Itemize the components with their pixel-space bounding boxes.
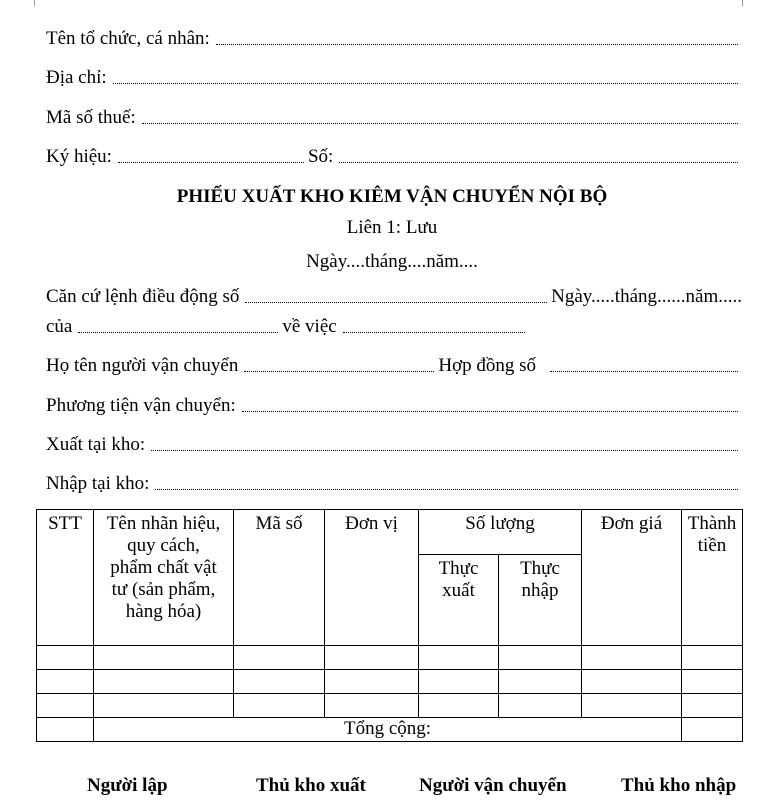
- header-actual-import: [499, 555, 582, 646]
- table-cell[interactable]: [234, 694, 325, 718]
- tax-field-row: [46, 105, 742, 129]
- export-row: [46, 432, 742, 456]
- org-field-row: [46, 26, 742, 50]
- vehicle-label: Phương tiện vận chuyển:: [46, 395, 236, 416]
- header-amount: [682, 510, 743, 646]
- header-actual-export: [419, 555, 499, 646]
- header-actual-export-line: xuất: [442, 580, 475, 601]
- vehicle-row: [46, 393, 742, 417]
- order-number-input-line[interactable]: [245, 302, 547, 303]
- header-item-name-line: Tên nhãn hiệu,: [106, 513, 221, 534]
- total-row: [37, 718, 743, 742]
- tax-label: Mã số thuế:: [46, 107, 136, 128]
- table-cell[interactable]: [499, 694, 582, 718]
- header-unit-price: Đơn giá: [582, 510, 682, 646]
- carrier-label: Họ tên người vận chuyển: [46, 355, 239, 376]
- table-row: [37, 646, 743, 670]
- import-label: Nhập tại kho:: [46, 473, 150, 494]
- table-cell[interactable]: [682, 694, 743, 718]
- table-cell[interactable]: [682, 670, 743, 694]
- of-label: của: [46, 316, 73, 337]
- export-label: Xuất tại kho:: [46, 434, 146, 455]
- total-empty-cell: [37, 718, 94, 742]
- header-amount-line: Thành: [687, 513, 737, 534]
- table-cell[interactable]: [325, 670, 419, 694]
- vehicle-input-line[interactable]: [242, 411, 738, 412]
- table-cell[interactable]: [325, 694, 419, 718]
- signature-carrier: Người vận chuyển: [419, 775, 567, 796]
- header-code: Mã số: [234, 510, 325, 646]
- of-input-line[interactable]: [78, 332, 278, 333]
- order-label: Căn cứ lệnh điều động số: [46, 286, 240, 307]
- import-row: [46, 471, 742, 495]
- table-cell[interactable]: [94, 646, 234, 670]
- order-row: [46, 284, 742, 308]
- signature-creator: Người lập: [87, 775, 168, 796]
- address-label: Địa chỉ:: [46, 67, 107, 88]
- table-cell[interactable]: [325, 646, 419, 670]
- header-actual-import-line: nhập: [521, 580, 559, 601]
- signature-import-keeper: Thủ kho nhập: [621, 775, 737, 796]
- about-input-line[interactable]: [343, 332, 525, 333]
- header-unit: Đơn vị: [325, 510, 419, 646]
- table-cell[interactable]: [37, 646, 94, 670]
- table-cell[interactable]: [582, 646, 682, 670]
- header-quantity: Số lượng: [419, 510, 582, 555]
- table-cell[interactable]: [419, 646, 499, 670]
- header-actual-export-line: Thực: [438, 558, 479, 579]
- export-input-line[interactable]: [151, 450, 738, 451]
- address-field-row: [46, 65, 742, 89]
- import-input-line[interactable]: [155, 489, 738, 490]
- table-cell[interactable]: [419, 670, 499, 694]
- copy-label: Liên 1: Lưu: [346, 217, 438, 238]
- table-cell[interactable]: [234, 670, 325, 694]
- header-item-name-line: tư (sản phẩm,: [111, 579, 216, 600]
- page-corner-mark-right: [742, 0, 743, 6]
- carrier-input-line[interactable]: [244, 371, 434, 372]
- document-title: PHIẾU XUẤT KHO KIÊM VẬN CHUYỂN NỘI BỘ: [176, 186, 608, 207]
- signature-export-keeper: Thủ kho xuất: [256, 775, 366, 796]
- table-row: [37, 670, 743, 694]
- document-date: Ngày....tháng....năm....: [306, 251, 478, 272]
- table-cell[interactable]: [682, 646, 743, 670]
- items-table: [36, 509, 743, 742]
- header-item-name-line: hàng hóa): [125, 601, 202, 622]
- org-input-line[interactable]: [216, 44, 738, 45]
- header-item-name-line: quy cách,: [127, 535, 200, 556]
- table-cell[interactable]: [419, 694, 499, 718]
- header-item-name-line: phẩm chất vật: [110, 557, 217, 578]
- header-stt: STT: [37, 510, 94, 646]
- table-cell[interactable]: [37, 694, 94, 718]
- table-row: [37, 694, 743, 718]
- header-actual-import-line: Thực: [520, 558, 560, 579]
- symbol-input-line[interactable]: [118, 162, 304, 163]
- table-cell[interactable]: [582, 694, 682, 718]
- org-label: Tên tổ chức, cá nhân:: [46, 28, 210, 49]
- table-cell[interactable]: [234, 646, 325, 670]
- carrier-row: [46, 353, 742, 377]
- order-date[interactable]: Ngày.....tháng......năm.....: [551, 286, 742, 307]
- table-cell[interactable]: [499, 670, 582, 694]
- contract-input-line[interactable]: [550, 371, 738, 372]
- total-amount-cell[interactable]: [682, 718, 743, 742]
- table-cell[interactable]: [499, 646, 582, 670]
- of-about-row: [46, 314, 742, 338]
- total-label: Tổng cộng:: [94, 718, 682, 742]
- number-input-line[interactable]: [339, 162, 738, 163]
- table-cell[interactable]: [94, 694, 234, 718]
- address-input-line[interactable]: [113, 83, 738, 84]
- number-label: Số:: [307, 146, 334, 167]
- signature-row: [0, 775, 784, 799]
- tax-input-line[interactable]: [142, 123, 738, 124]
- table-cell[interactable]: [37, 670, 94, 694]
- header-item-name: [94, 510, 234, 646]
- page-corner-mark-left: [34, 0, 35, 6]
- contract-label: Hợp đồng số: [438, 355, 537, 376]
- about-label: về việc: [282, 316, 337, 337]
- table-cell[interactable]: [582, 670, 682, 694]
- symbol-number-row: [46, 144, 742, 168]
- header-amount-line: tiền: [697, 535, 727, 556]
- symbol-label: Ký hiệu:: [46, 146, 112, 167]
- table-cell[interactable]: [94, 670, 234, 694]
